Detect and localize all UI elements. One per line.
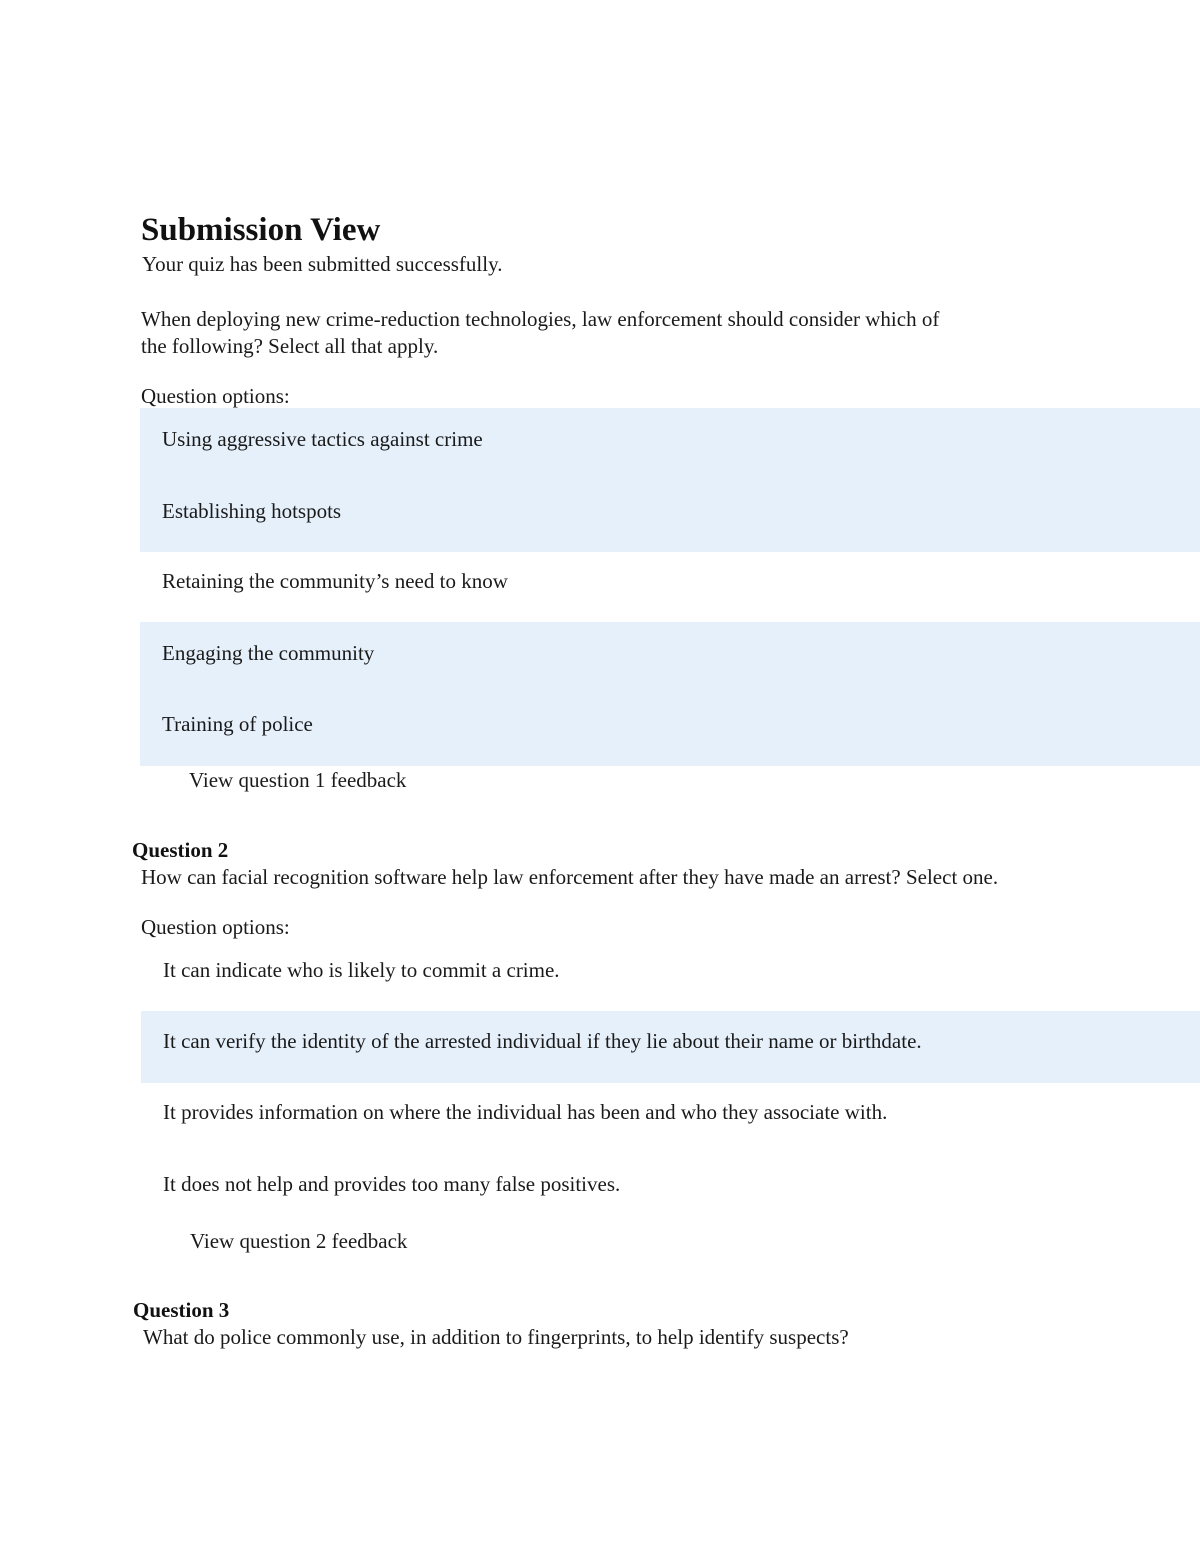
question-2-heading: Question 2: [132, 838, 229, 862]
question-2-feedback-link[interactable]: View question 2 feedback: [190, 1229, 408, 1253]
question-1-text-line-2: the following? Select all that apply.: [141, 334, 439, 358]
question-1-text-line-1: When deploying new crime-reduction technologies, law enforcement should consider which of: [141, 307, 940, 331]
question-3-text: What do police commonly use, in addition to fingerprints, to help identify suspects?: [143, 1325, 849, 1349]
submission-status: Your quiz has been submitted successfully.: [142, 252, 503, 276]
question-1-option-1[interactable]: Using aggressive tactics against crime: [162, 427, 483, 451]
question-1-option-4[interactable]: Engaging the community: [162, 641, 375, 665]
question-2-option-3[interactable]: It provides information on where the individual has been and who they associate with.: [163, 1100, 888, 1124]
question-1-option-5[interactable]: Training of police: [162, 712, 313, 736]
page-title: Submission View: [141, 212, 381, 248]
question-1-feedback-link[interactable]: View question 1 feedback: [189, 768, 407, 792]
question-2-option-2[interactable]: It can verify the identity of the arrested individual if they lie about their name or birthdate.: [163, 1029, 922, 1053]
question-2-option-4[interactable]: It does not help and provides too many false positives.: [163, 1172, 621, 1196]
question-1-option-2[interactable]: Establishing hotspots: [162, 499, 342, 523]
question-1-options-label: Question options:: [141, 384, 290, 408]
question-2-options-label: Question options:: [141, 915, 290, 939]
question-2-text: How can facial recognition software help law enforcement after they have made an arrest? Select one.: [141, 865, 999, 889]
question-1-option-3[interactable]: Retaining the community’s need to know: [162, 569, 508, 593]
question-3-heading: Question 3: [133, 1298, 230, 1322]
question-2-option-1[interactable]: It can indicate who is likely to commit a crime.: [163, 958, 560, 982]
